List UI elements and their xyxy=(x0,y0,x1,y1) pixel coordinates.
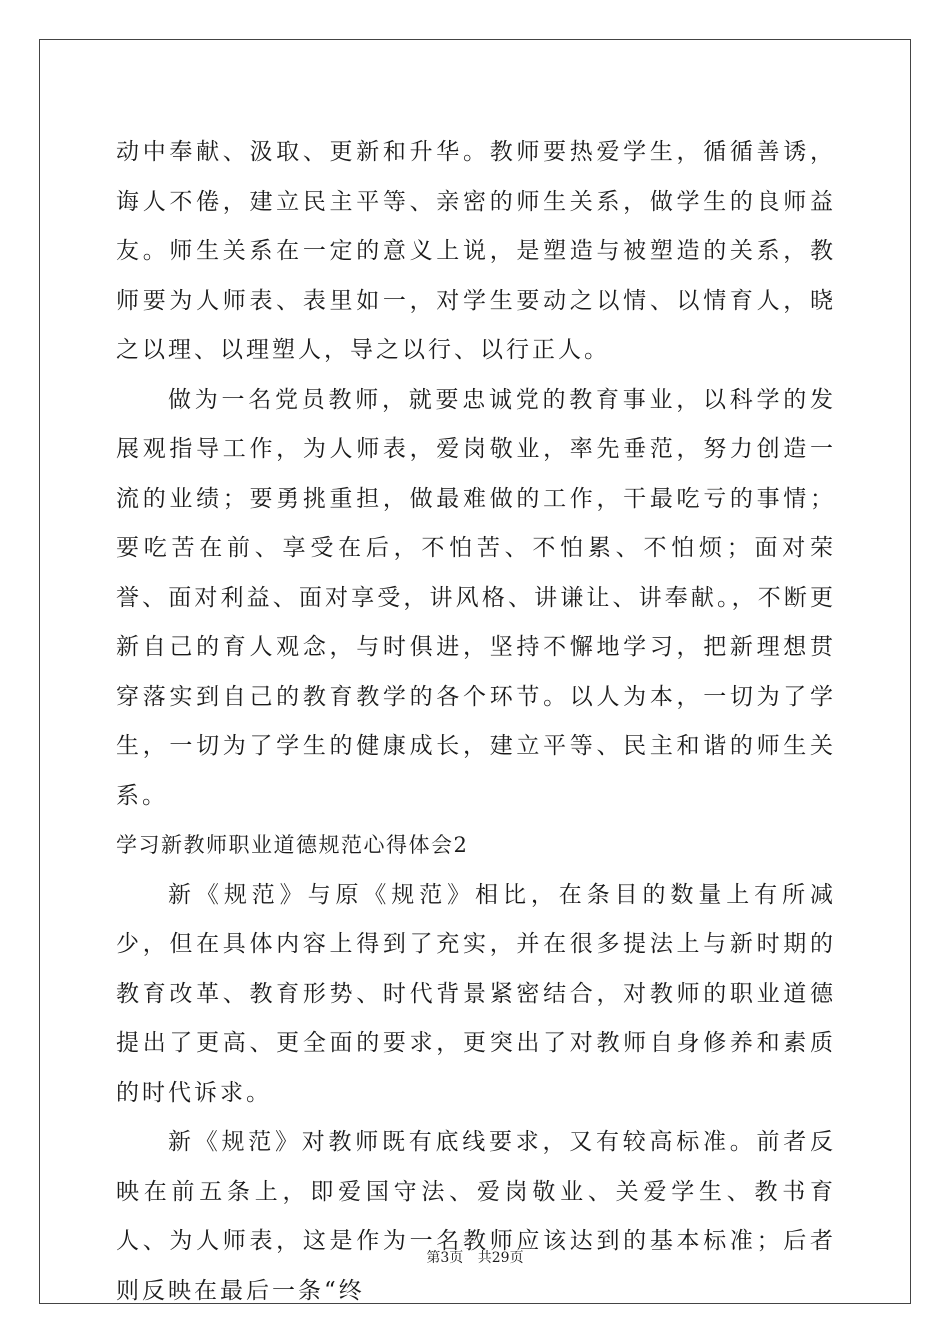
total-pages: 共29页 xyxy=(477,1250,524,1266)
paragraph-new-norms-comparison: 新《规范》与原《规范》相比，在条目的数量上有所减少，但在具体内容上得到了充实，并在很多提法上与新时期的教育改革、教育形势、时代背景紧密结合，对教师的职业道德提出了更高、更全面的要求，更突出了对教师自身修养和素质的时代诉求。 xyxy=(116,881,836,1106)
document-body xyxy=(116,128,836,1316)
section-heading: 学习新教师职业道德规范心得体会2 xyxy=(116,833,469,857)
paragraph-party-teacher: 做为一名党员教师，就要忠诚党的教育事业，以科学的发展观指导工作，为人师表，爱岗敬业，率先垂范，努力创造一流的业绩；要勇挑重担，做最难做的工作，干最吃亏的事情；要吃苦在前、享受在后，不怕苦、不怕累、不怕烦；面对荣誉、面对利益、面对享受，讲风格、讲谦让、讲奉献。，不断更新自己的育人观念，与时俱进，坚持不懈地学习，把新理想贯穿落实到自己的教育教学的各个环节。以人为本，一切为了学生，一切为了学生的健康成长，建立平等、民主和谐的师生关系。 xyxy=(116,386,836,809)
paragraph-new-norms-standards: 新《规范》对教师既有底线要求，又有较高标准。前者反映在前五条上，即爱国守法、爱岗敬业、关爱学生、教书育人、为人师表，这是作为一名教师应该达到的基本标准；后者则反映在最后一条“终 xyxy=(116,1129,836,1304)
page-footer xyxy=(0,1247,950,1267)
paragraph-continued: 动中奉献、汲取、更新和升华。教师要热爱学生，循循善诱，诲人不倦，建立民主平等、亲密的师生关系，做学生的良师益友。师生关系在一定的意义上说，是塑造与被塑造的关系，教师要为人师表、表里如一，对学生要动之以情、以情育人，晓之以理、以理塑人，导之以行、以行正人。 xyxy=(116,139,836,363)
page-number: 第3页 xyxy=(426,1250,464,1266)
